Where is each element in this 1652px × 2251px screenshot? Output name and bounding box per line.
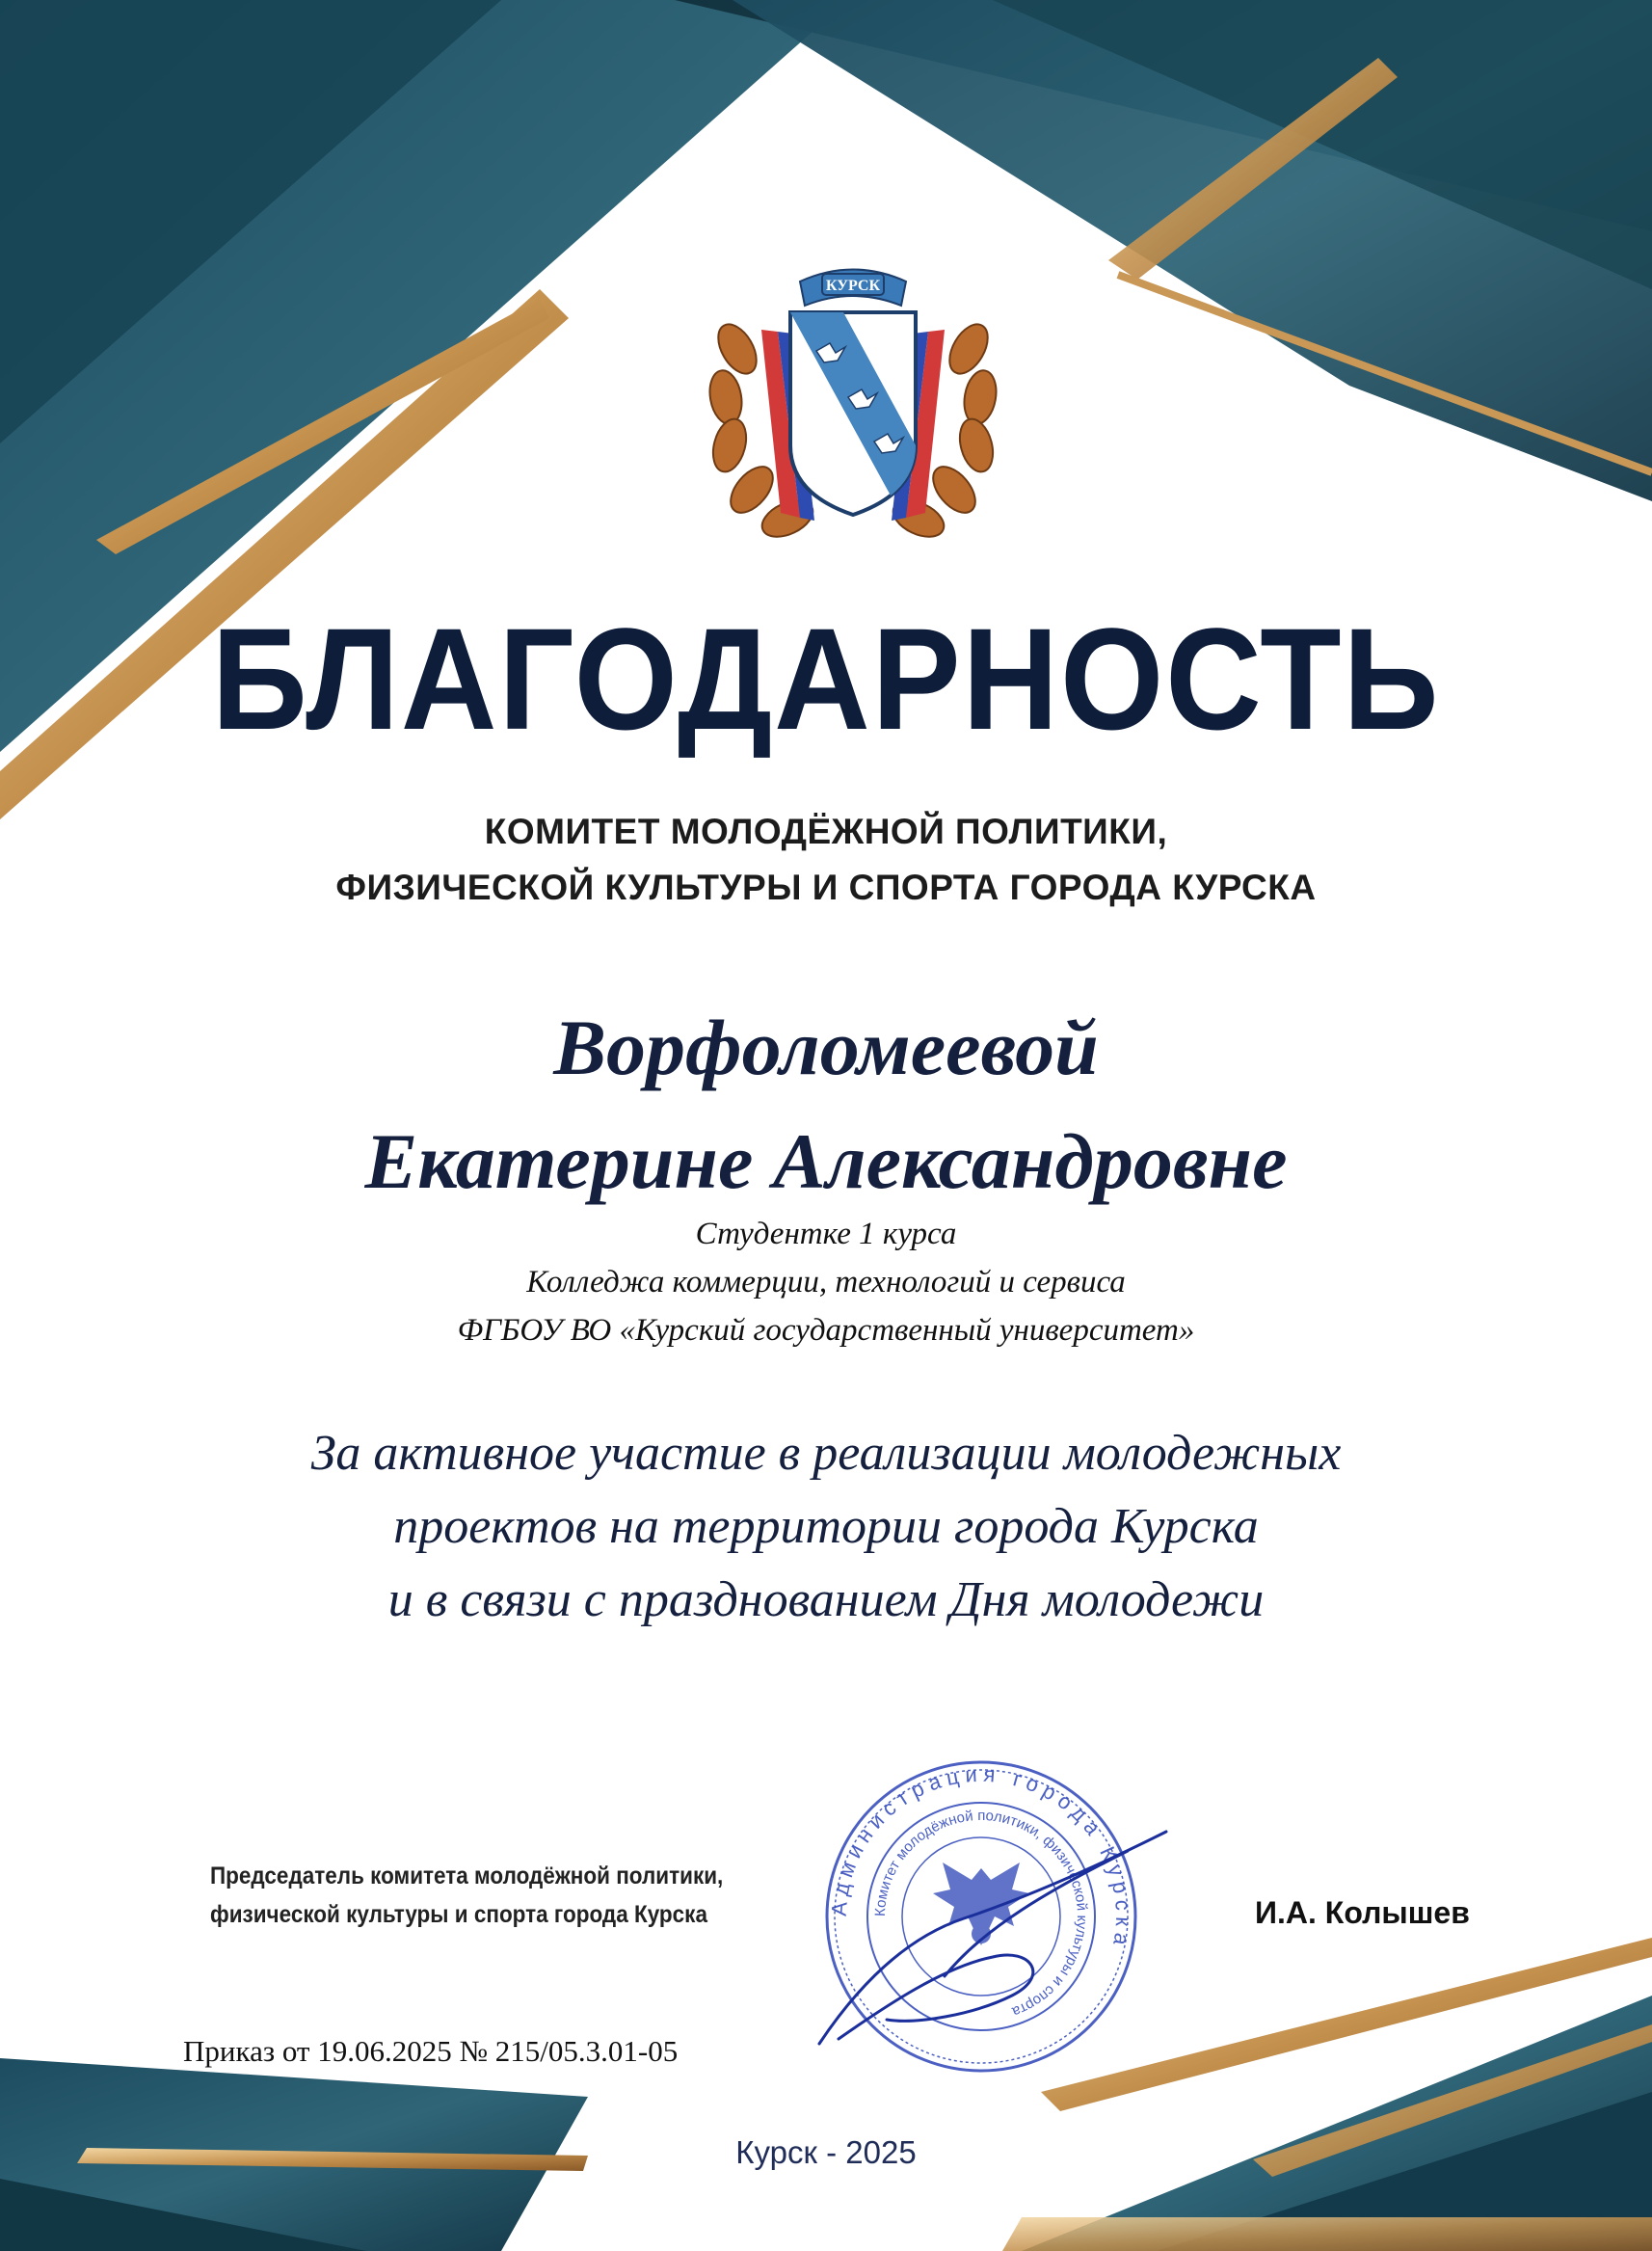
- order-reference: Приказ от 19.06.2025 № 215/05.3.01-05: [183, 2034, 679, 2068]
- recipient-detail-line: Колледжа коммерции, технологий и сервиса: [526, 1265, 1126, 1300]
- signer-name: И.А. Колышев: [1255, 1895, 1470, 1930]
- reason-line: и в связи с празднованием Дня молодежи: [387, 1572, 1265, 1627]
- stamp-inner-text: Комитет молодёжной политики, физической культуры и спорта: [871, 1807, 1091, 2021]
- reason-line: проектов на территории города Курска: [393, 1499, 1259, 1554]
- emblem-ribbon-text: КУРСК: [825, 278, 881, 294]
- chairman-title-line-2: физической культуры и спорта города Курска: [210, 1901, 707, 1928]
- kursk-coat-of-arms-icon: [708, 262, 998, 542]
- recipient-detail-line: Студентке 1 курса: [695, 1217, 957, 1251]
- stamp-outer-text: Администрация города Курска: [826, 1761, 1136, 1953]
- committee-line-2: ФИЗИЧЕСКОЙ КУЛЬТУРЫ И СПОРТА ГОРОДА КУРСКА: [335, 868, 1317, 907]
- recipient-given-names: Екатерине Александровне: [364, 1117, 1288, 1205]
- handwritten-signature: [800, 1812, 1186, 2063]
- chairman-title-line-1: Председатель комитета молодёжной политики,: [210, 1862, 724, 1889]
- document-title: БЛАГОДАРНОСТЬ: [211, 598, 1441, 760]
- recipient-surname: Ворфоломеевой: [553, 1004, 1099, 1091]
- footer-place-year: Курск - 2025: [735, 2134, 917, 2170]
- committee-line-1: КОМИТЕТ МОЛОДЁЖНОЙ ПОЛИТИКИ,: [484, 812, 1168, 851]
- reason-line: За активное участие в реализации молодежных: [310, 1426, 1342, 1481]
- recipient-detail-line: ФГБОУ ВО «Курский государственный университет»: [457, 1313, 1195, 1348]
